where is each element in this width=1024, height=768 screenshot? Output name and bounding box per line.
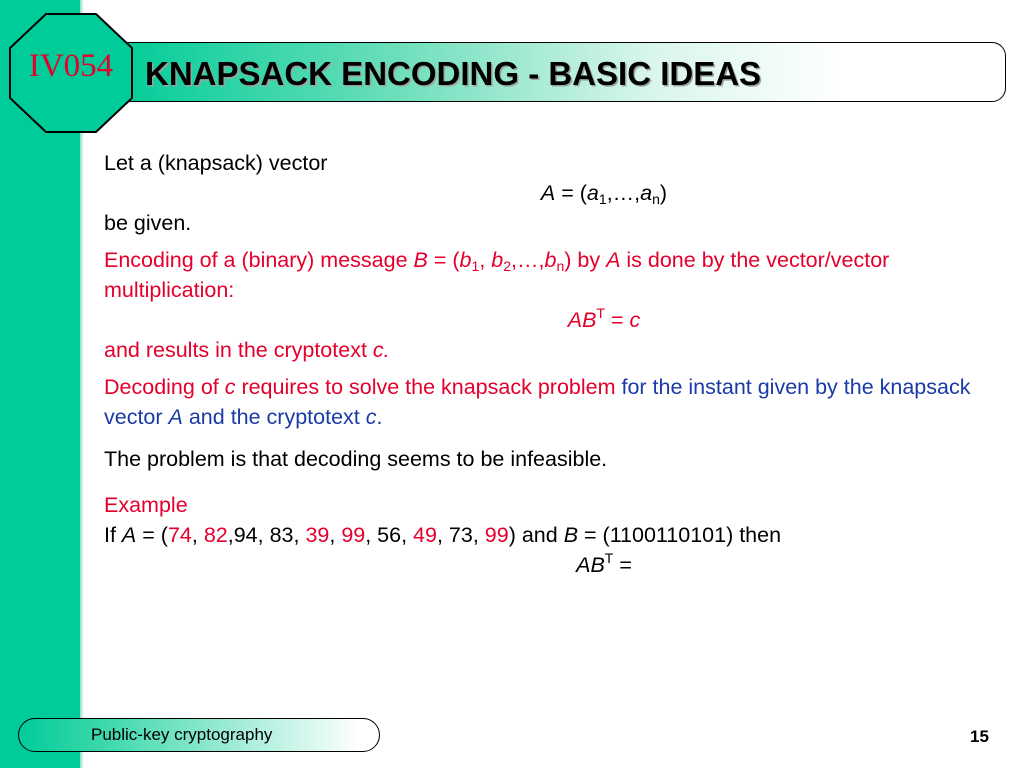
problem-line: The problem is that decoding seems to be infeasible.: [104, 447, 608, 471]
vector-definition: $A = (a_1,\dots,a_n)$: [540, 181, 668, 207]
encoding-formula: $AB^T = c$: [567, 305, 641, 332]
results-line: and results in the cryptotext c.: [104, 338, 390, 362]
footer-course-pill: [18, 718, 380, 752]
example-formula: $AB^T$ =: [576, 550, 632, 577]
intro-line: Let a (knapsack) vector: [104, 151, 328, 175]
intro-line-2: be given.: [104, 211, 192, 235]
title-bar: [112, 42, 1006, 102]
footer-label: Public-key cryptography: [91, 725, 273, 744]
slide-body: [104, 148, 994, 580]
page-number: 15: [970, 727, 989, 746]
slide-title: KNAPSACK ENCODING - BASIC IDEAS: [145, 55, 762, 92]
example-line: If A = (74, 82,94, 83, 39, 99, 56, 49, 73, 99) and B = (1100110101) then: [104, 523, 782, 547]
encoding-paragraph: Encoding of a (binary) message $B = (b_1$, $b_2,\dots,b_n$) by A is done by the vector/vector multiplication:: [104, 248, 890, 302]
decoding-paragraph: Decoding of c requires to solve the knapsack problem for the instant given by the knapsack vector A and the cryptotext c.: [104, 375, 971, 429]
course-code: IV054: [28, 48, 114, 84]
example-heading: Example: [104, 493, 188, 517]
